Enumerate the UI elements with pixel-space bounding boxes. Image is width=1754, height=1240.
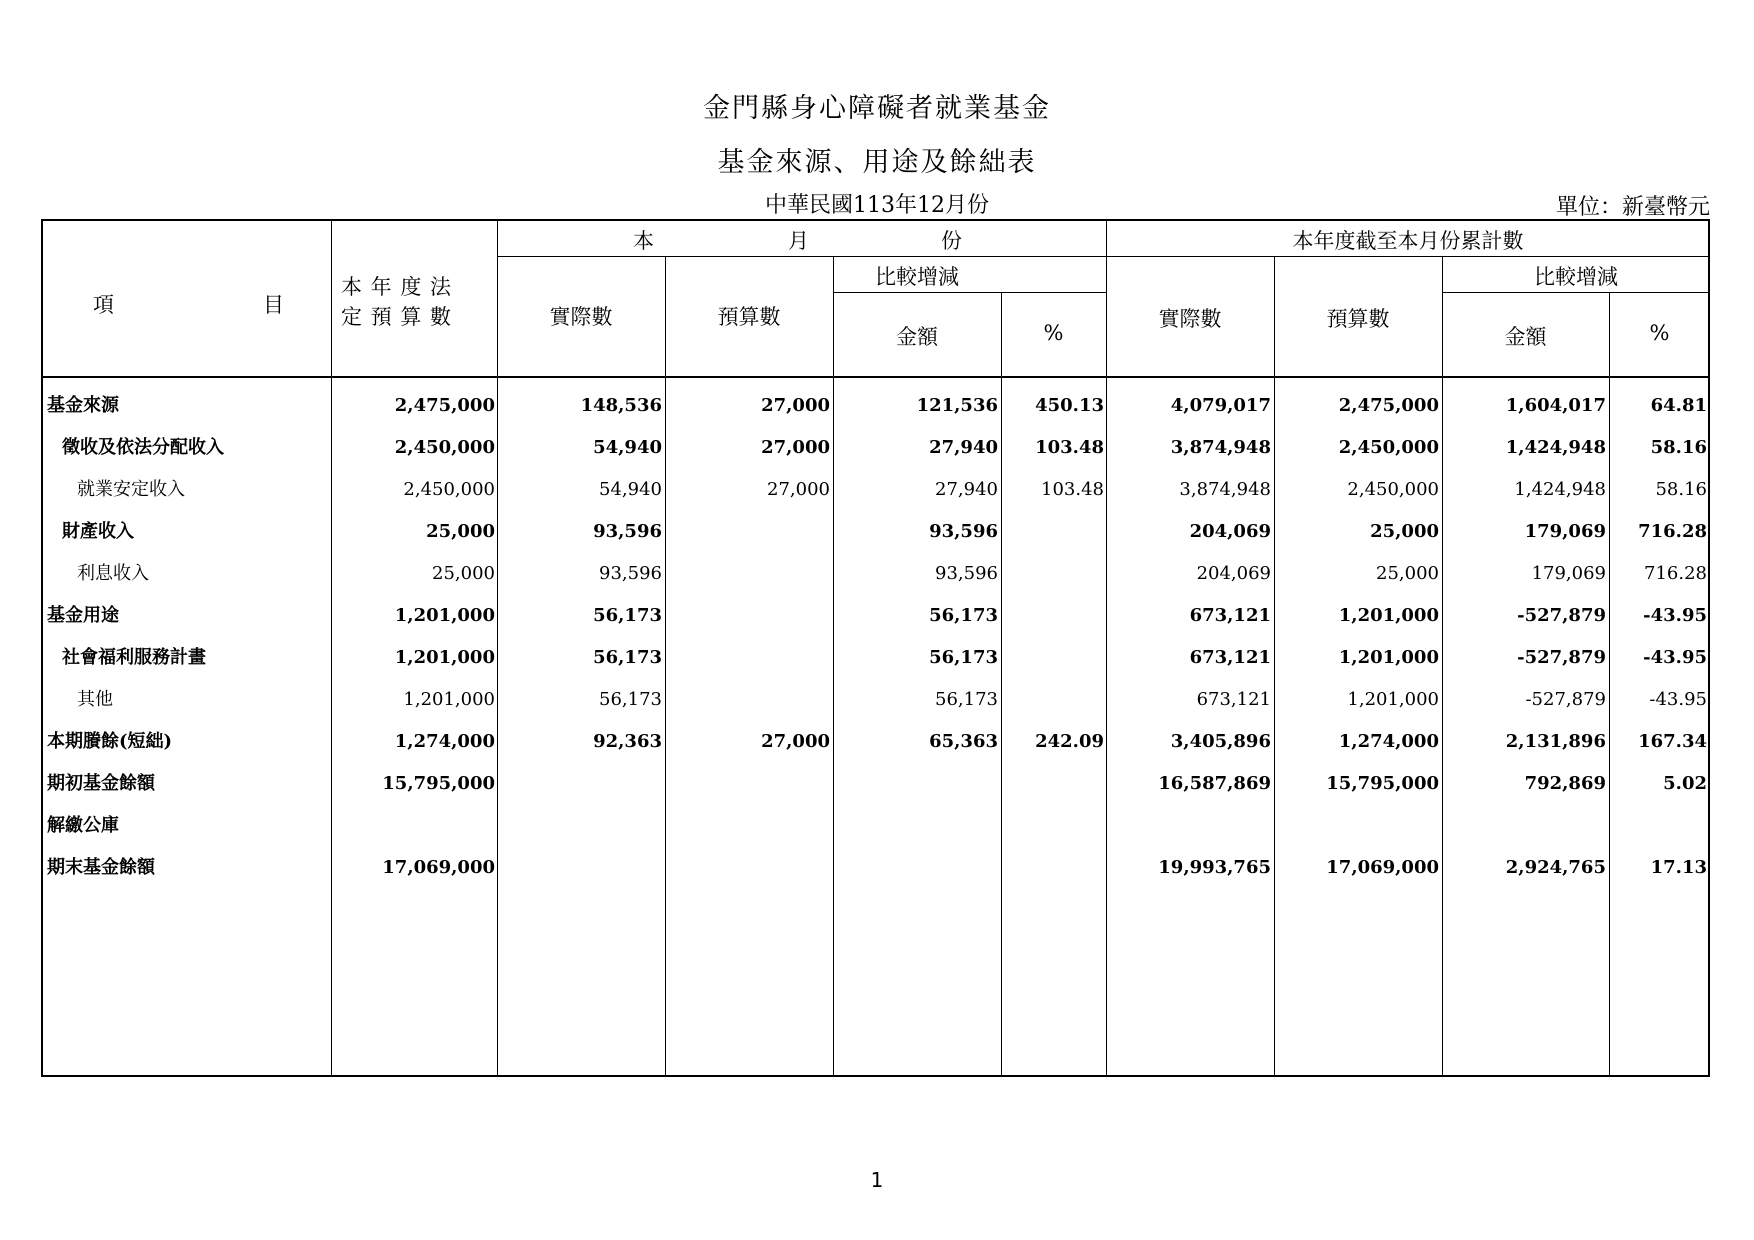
row-value: -527,879 bbox=[1517, 605, 1606, 626]
row-value: 93,596 bbox=[935, 563, 998, 584]
row-value: 1,424,948 bbox=[1505, 437, 1606, 458]
header-month-2: 月 bbox=[788, 229, 809, 253]
row-label: 其他 bbox=[77, 689, 113, 710]
row-value bbox=[837, 807, 998, 845]
row-value bbox=[669, 681, 830, 719]
row-label: 解繳公庫 bbox=[47, 815, 119, 836]
header-compare-cumulative: 比較增減 bbox=[1534, 265, 1618, 289]
row-value: 25,000 bbox=[1376, 563, 1439, 584]
row-value: 792,869 bbox=[1524, 773, 1606, 794]
row-value: 2,450,000 bbox=[403, 479, 495, 500]
row-value: 56,173 bbox=[593, 605, 662, 626]
row-value: 2,475,000 bbox=[394, 395, 495, 416]
row-value: 25,000 bbox=[426, 521, 495, 542]
row-value: 3,874,948 bbox=[1170, 437, 1271, 458]
table-row bbox=[43, 849, 1712, 887]
row-value: 204,069 bbox=[1196, 563, 1271, 584]
row-value bbox=[837, 765, 998, 803]
row-label: 社會福利服務計畫 bbox=[62, 647, 206, 668]
row-value: 19,993,765 bbox=[1158, 857, 1271, 878]
row-value: 673,121 bbox=[1189, 647, 1271, 668]
header-budget-month: 預算數 bbox=[717, 305, 781, 329]
row-value bbox=[1613, 807, 1707, 845]
row-value: 4,079,017 bbox=[1170, 395, 1271, 416]
row-value: 148,536 bbox=[580, 395, 662, 416]
table-row bbox=[43, 471, 1712, 509]
row-value: 65,363 bbox=[929, 731, 998, 752]
row-label: 財產收入 bbox=[62, 521, 134, 542]
row-value: 3,874,948 bbox=[1179, 479, 1271, 500]
row-value bbox=[1005, 681, 1104, 719]
header-pct-month: % bbox=[1043, 321, 1064, 345]
row-value: 25,000 bbox=[432, 563, 495, 584]
header-amount-month: 金額 bbox=[896, 325, 938, 349]
row-value bbox=[1005, 555, 1104, 593]
row-value bbox=[669, 849, 830, 887]
row-value: 1,604,017 bbox=[1505, 395, 1606, 416]
row-value: 716.28 bbox=[1644, 563, 1707, 584]
row-value bbox=[1005, 597, 1104, 635]
row-value bbox=[501, 765, 662, 803]
header-month-3: 份 bbox=[941, 229, 962, 253]
row-label: 就業安定收入 bbox=[77, 479, 185, 500]
row-value bbox=[837, 849, 998, 887]
row-value: 242.09 bbox=[1035, 731, 1104, 752]
header-month-1: 本 bbox=[633, 229, 654, 253]
row-value: 2,450,000 bbox=[394, 437, 495, 458]
row-value bbox=[335, 807, 495, 845]
row-label: 本期賸餘(短絀) bbox=[47, 731, 173, 752]
row-value bbox=[1005, 765, 1104, 803]
row-value bbox=[669, 513, 830, 551]
row-value: 27,940 bbox=[935, 479, 998, 500]
row-value: 17,069,000 bbox=[1326, 857, 1439, 878]
row-value: 15,795,000 bbox=[382, 773, 495, 794]
row-value: 56,173 bbox=[935, 689, 998, 710]
report-subtitle: 基金來源、用途及餘絀表 bbox=[717, 147, 1037, 178]
header-pct-cumulative: % bbox=[1649, 321, 1670, 345]
row-label: 基金來源 bbox=[47, 395, 119, 416]
row-value bbox=[669, 597, 830, 635]
row-value: 64.81 bbox=[1650, 395, 1707, 416]
row-value: 54,940 bbox=[593, 437, 662, 458]
row-value bbox=[669, 639, 830, 677]
header-budget-line1: 本 年 度 法 bbox=[341, 275, 453, 299]
row-value bbox=[501, 807, 662, 845]
row-value bbox=[669, 807, 830, 845]
row-value: 167.34 bbox=[1638, 731, 1707, 752]
row-value: 1,201,000 bbox=[1338, 605, 1439, 626]
row-value bbox=[1005, 807, 1104, 845]
row-value: 673,121 bbox=[1196, 689, 1271, 710]
header-amount-cumulative: 金額 bbox=[1504, 325, 1547, 349]
row-label: 利息收入 bbox=[77, 563, 149, 584]
row-value: -527,879 bbox=[1517, 647, 1606, 668]
row-value: 25,000 bbox=[1370, 521, 1439, 542]
row-value bbox=[1005, 513, 1104, 551]
row-label: 基金用途 bbox=[47, 605, 119, 626]
row-value: 2,131,896 bbox=[1505, 731, 1606, 752]
table-row bbox=[43, 429, 1712, 467]
row-value: 56,173 bbox=[599, 689, 662, 710]
header-cumulative: 本年度截至本月份累計數 bbox=[1292, 229, 1524, 253]
table-row bbox=[43, 597, 1712, 635]
page-number: 1 bbox=[870, 1168, 884, 1192]
row-value: 103.48 bbox=[1041, 479, 1104, 500]
row-value bbox=[669, 765, 830, 803]
header-item-2: 目 bbox=[263, 293, 284, 317]
row-value: 16,587,869 bbox=[1158, 773, 1271, 794]
table-row bbox=[43, 387, 1712, 425]
row-value: 179,069 bbox=[1524, 521, 1606, 542]
table-row bbox=[43, 513, 1712, 551]
row-value: 1,201,000 bbox=[394, 647, 495, 668]
row-value: 1,274,000 bbox=[1338, 731, 1439, 752]
row-value: 56,173 bbox=[929, 605, 998, 626]
row-value: 17.13 bbox=[1650, 857, 1707, 878]
row-value: 27,000 bbox=[761, 731, 830, 752]
header-item-1: 項 bbox=[93, 293, 114, 317]
table-row bbox=[43, 555, 1712, 593]
row-value: 93,596 bbox=[929, 521, 998, 542]
row-value: -43.95 bbox=[1643, 647, 1707, 668]
row-value: 27,000 bbox=[761, 395, 830, 416]
row-value: 1,201,000 bbox=[403, 689, 495, 710]
report-period: 中華民國113年12月份 bbox=[765, 193, 989, 218]
fund-table bbox=[41, 219, 1710, 1077]
row-value: 93,596 bbox=[593, 521, 662, 542]
row-value: 56,173 bbox=[929, 647, 998, 668]
row-value bbox=[669, 555, 830, 593]
row-value: 204,069 bbox=[1189, 521, 1271, 542]
report-title: 金門縣身心障礙者就業基金 bbox=[703, 93, 1051, 124]
row-value bbox=[1005, 849, 1104, 887]
header-bottom-line bbox=[43, 376, 1710, 378]
row-value: 1,201,000 bbox=[1347, 689, 1439, 710]
header-line bbox=[1442, 292, 1710, 293]
row-value: 5.02 bbox=[1663, 773, 1707, 794]
row-value: 2,450,000 bbox=[1338, 437, 1439, 458]
table-row bbox=[43, 681, 1712, 719]
row-value: 58.16 bbox=[1650, 437, 1707, 458]
header-budget-cumulative: 預算數 bbox=[1326, 307, 1390, 331]
row-value: 93,596 bbox=[599, 563, 662, 584]
row-value: 56,173 bbox=[593, 647, 662, 668]
row-value: 450.13 bbox=[1035, 395, 1104, 416]
row-label: 徵收及依法分配收入 bbox=[62, 437, 224, 458]
row-value: 2,924,765 bbox=[1505, 857, 1606, 878]
header-line bbox=[833, 292, 1106, 293]
header-budget-line2: 定 預 算 數 bbox=[341, 305, 453, 329]
row-value: 1,424,948 bbox=[1514, 479, 1606, 500]
row-value: 17,069,000 bbox=[382, 857, 495, 878]
row-value: -527,879 bbox=[1525, 689, 1606, 710]
row-value: 2,450,000 bbox=[1347, 479, 1439, 500]
row-value: 3,405,896 bbox=[1170, 731, 1271, 752]
row-value bbox=[1005, 639, 1104, 677]
header-line bbox=[497, 256, 1710, 257]
currency-unit: 單位：新臺幣元 bbox=[1555, 195, 1710, 220]
row-value: 15,795,000 bbox=[1326, 773, 1439, 794]
header-actual-month: 實際數 bbox=[549, 305, 613, 329]
row-value bbox=[1446, 807, 1606, 845]
row-value: 673,121 bbox=[1189, 605, 1271, 626]
row-value: 1,201,000 bbox=[394, 605, 495, 626]
row-value: 716.28 bbox=[1638, 521, 1707, 542]
table-row bbox=[43, 723, 1712, 761]
row-value: 121,536 bbox=[916, 395, 998, 416]
row-value: 1,201,000 bbox=[1338, 647, 1439, 668]
row-value: 1,274,000 bbox=[394, 731, 495, 752]
row-value: 27,000 bbox=[761, 437, 830, 458]
row-value: -43.95 bbox=[1649, 689, 1707, 710]
row-value: 92,363 bbox=[593, 731, 662, 752]
header-compare-month: 比較增減 bbox=[875, 265, 959, 289]
row-value: 179,069 bbox=[1531, 563, 1606, 584]
row-value: -43.95 bbox=[1643, 605, 1707, 626]
row-value bbox=[501, 849, 662, 887]
row-label: 期初基金餘額 bbox=[47, 773, 155, 794]
table-row bbox=[43, 765, 1712, 803]
header-actual-cumulative: 實際數 bbox=[1158, 307, 1222, 331]
row-value bbox=[1110, 807, 1271, 845]
row-value: 2,475,000 bbox=[1338, 395, 1439, 416]
row-value bbox=[1278, 807, 1439, 845]
row-value: 58.16 bbox=[1655, 479, 1707, 500]
table-row bbox=[43, 639, 1712, 677]
row-value: 27,000 bbox=[767, 479, 830, 500]
row-value: 103.48 bbox=[1035, 437, 1104, 458]
row-value: 54,940 bbox=[599, 479, 662, 500]
row-value: 27,940 bbox=[929, 437, 998, 458]
table-row bbox=[43, 807, 1712, 845]
row-label: 期末基金餘額 bbox=[47, 857, 155, 878]
